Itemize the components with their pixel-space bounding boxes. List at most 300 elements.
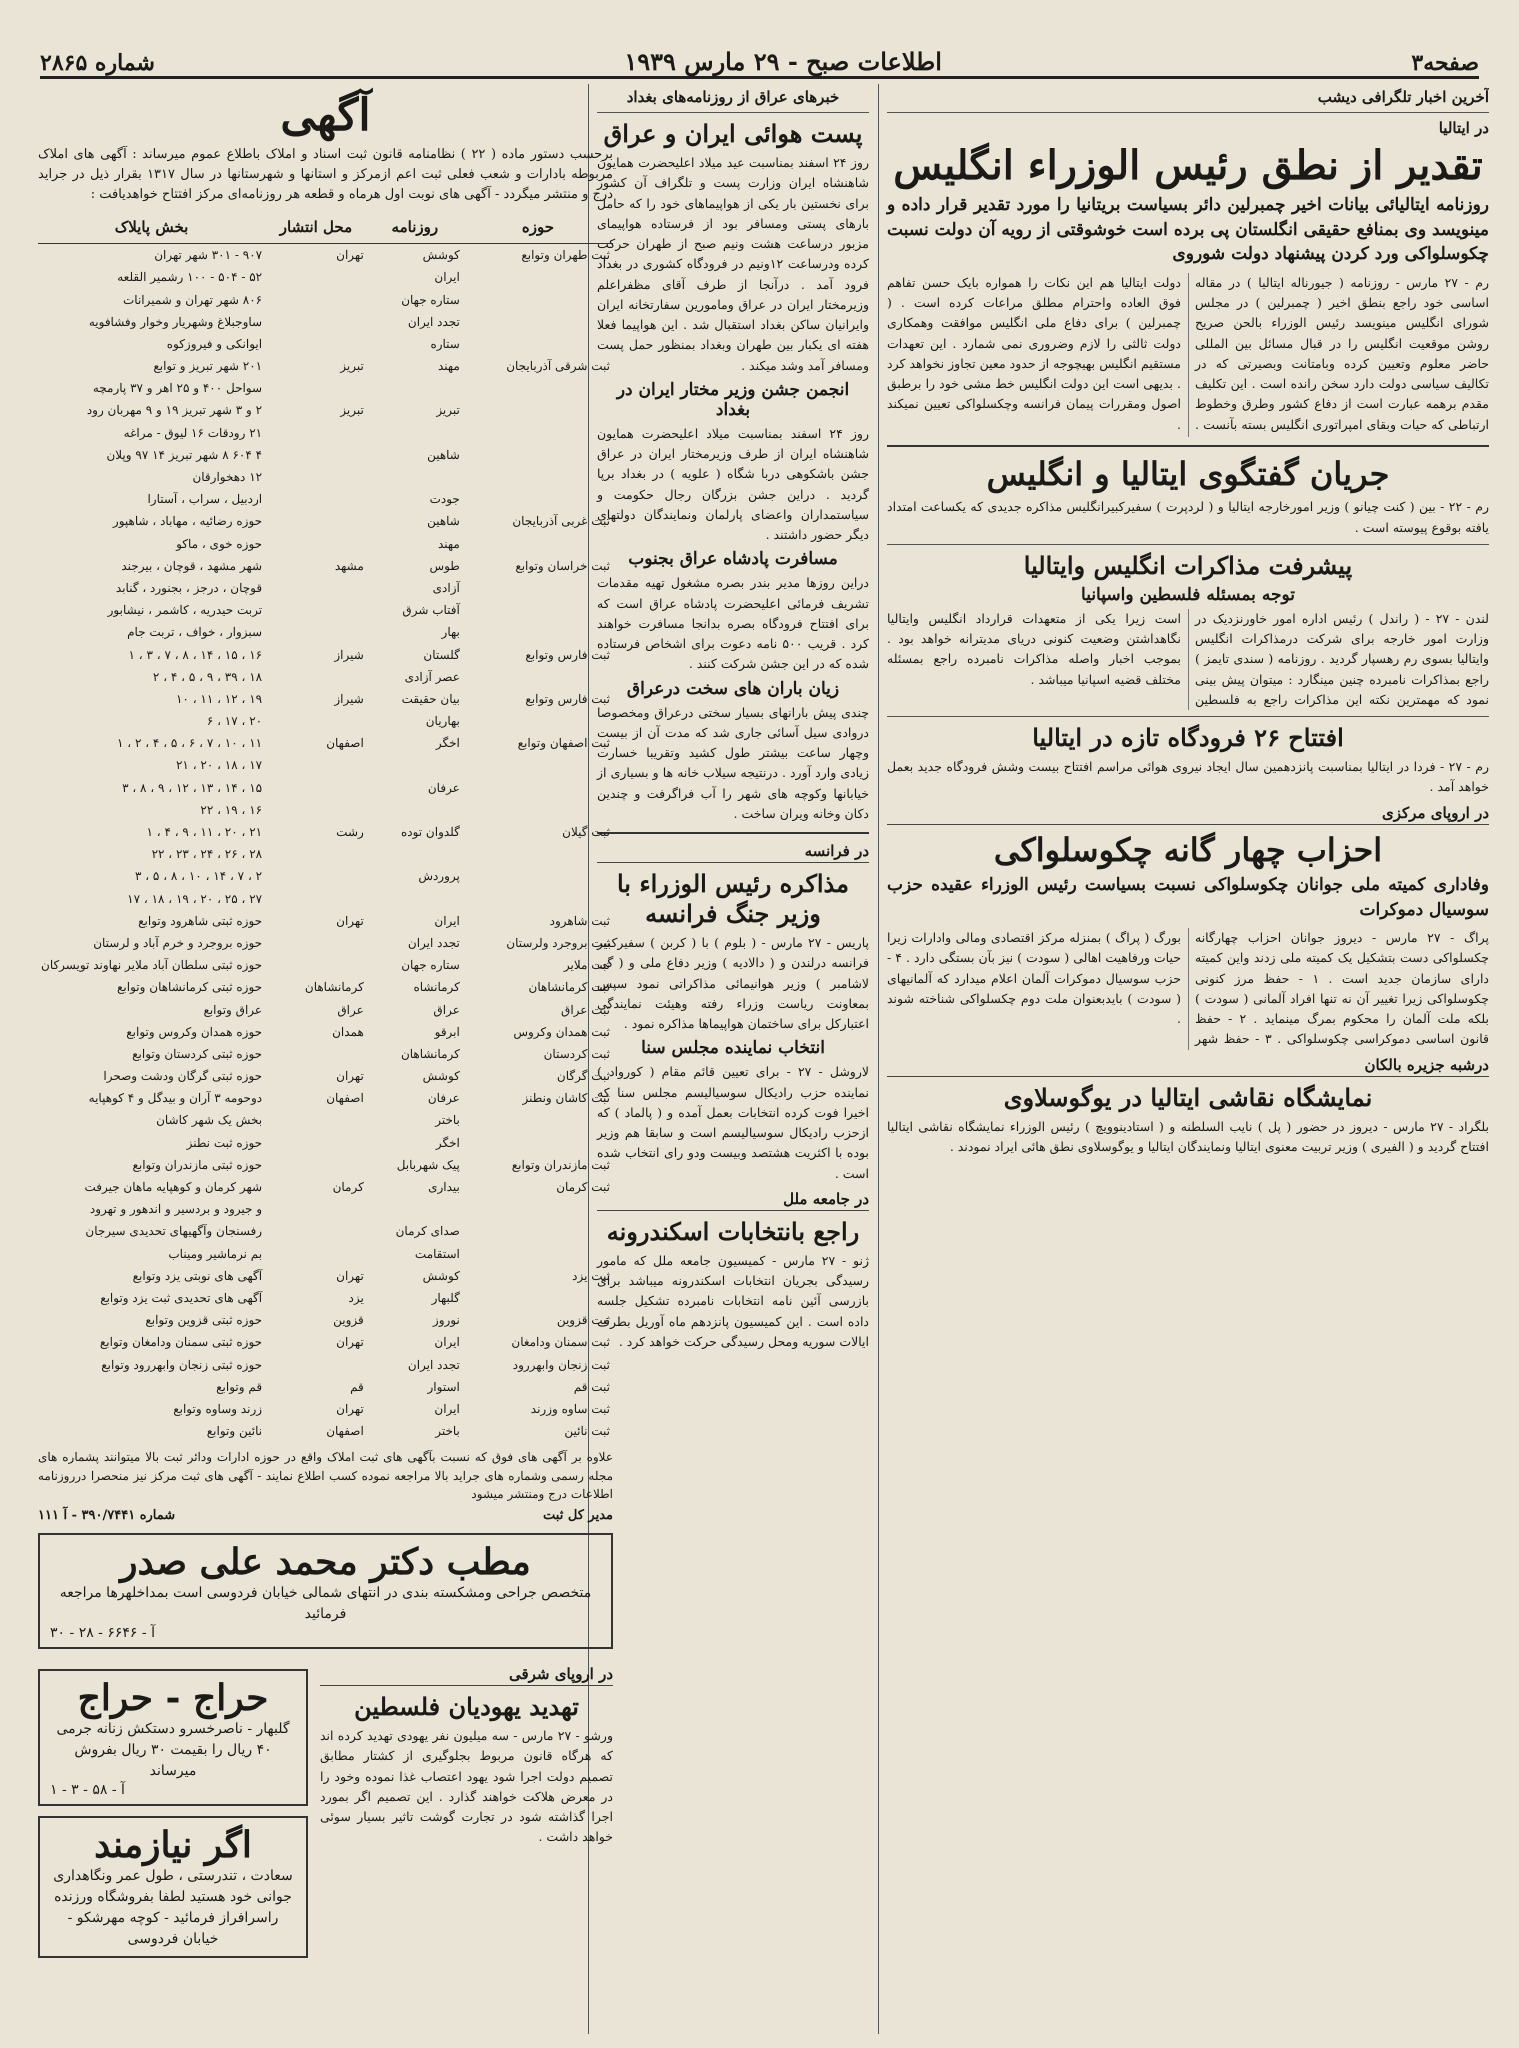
cell-section: ۱۶ ، ۱۵ ، ۱۴ ، ۸ ، ۷ ، ۳ ، ۱ (128, 647, 263, 662)
cell-section: حوزه ثبتی شاهرود وتوابع (138, 913, 263, 928)
cell-area: ثبت کرمان (556, 1180, 610, 1195)
cell-place (265, 954, 367, 976)
table-row (38, 1154, 613, 1176)
cell-place: همدان (332, 1024, 364, 1039)
registry-table-body (38, 244, 613, 1443)
cell-place: کرمان (332, 1180, 364, 1195)
cell-area (463, 311, 613, 333)
table-row (38, 333, 613, 355)
cell-section: ایوانکی و فیروزکوه (166, 336, 263, 351)
france-talks-body: پاریس - ۲۷ مارس - ( بلوم ) با ( کربن ) سفیرکبیر فرانسه درلندن و ( دالادیه ) وزیر دفاع ملی و ( گی لاشامبر ) وزیر هوانیمائی مذاکراتی نمود سپس بمعاونت ریاست وزراء رفته وهیئت نمایندگی اعتبارکل برای ساختمان هواپیماها مذاکره نمود . (597, 935, 869, 1031)
cell-area (463, 289, 613, 311)
table-row (38, 1043, 613, 1065)
table-row (38, 732, 613, 754)
table-row (38, 444, 613, 466)
main-headline: تقدیر از نطق رئیس الوزراء انگلیس (893, 142, 1483, 189)
cell-section: حوزه ثبتی زنجان وابهررود وتوابع (101, 1357, 263, 1372)
auction-ad-number: آ - ۵۸ - ۳ - ۱ (50, 1782, 125, 1799)
cell-area: ثبت طهران وتوابع (521, 248, 610, 263)
table-row (38, 976, 613, 998)
left-column (38, 84, 613, 2034)
cell-paper: مهند (437, 536, 460, 551)
cell-area (463, 466, 613, 488)
paper-date: اطلاعات صبح - ۲۹ مارس ۱۹۳۹ (624, 47, 942, 76)
cell-paper: پیک شهربابل (396, 1157, 460, 1172)
cell-section: حوزه ثبتی کرمانشاهان وتوابع (117, 980, 263, 995)
cell-section: ۵۲ - ۵۰۴ - ۱۰۰ رشمیر القلعه (117, 270, 263, 285)
small-ads (38, 1659, 308, 1968)
cell-paper (367, 843, 463, 865)
alexandretta-body: ژنو - ۲۷ مارس - کمیسیون جامعه ملل که مامور رسیدگی بجریان انتخابات اسکندرونه میباشد برای بازرسی آئین نامه انتخابات نامبرده تشکیل جلسه داده است . این کمیسیون پانزدهم ماه آوریل بطرف ایالات سوریه ومحل رسیدگی حرکت خواهد کرد . (597, 1252, 869, 1349)
alexandretta-headline: راجع بانتخابات اسکندرونه (606, 1216, 860, 1246)
cell-section: ۱۷ ، ۱۸ ، ۲۰ ، ۲۱ (175, 758, 263, 773)
cell-section: ۱۲ دهخوارقان (192, 470, 263, 485)
cell-section: اردبیل ، سراب ، آستارا (147, 492, 263, 507)
cell-area (463, 1132, 613, 1154)
cell-paper: اخگر (435, 736, 460, 751)
cell-section: ۱۹ ، ۱۲ ، ۱۱ ، ۱۰ (175, 691, 263, 706)
cell-place: رشت (336, 825, 364, 840)
cell-paper: مهند (437, 359, 460, 374)
table-row (38, 1220, 613, 1242)
italy-england-body: رم - ۲۲ - بین ( کنت چیانو ) وزیر امورخارجه ایتالیا و ( لردپرت ) سفیرکبیرانگلیس مذاکره جدیدی که یکساعت امتداد یافته بوقوع پیوسته است . (887, 499, 1489, 535)
cell-paper: عرفان (427, 780, 460, 795)
cell-section: حوزه ثبتی سلطان آباد ملایر نهاوند تویسرکان (41, 958, 263, 973)
cell-area: ثبت قم (573, 1379, 610, 1394)
cell-paper: ایران (434, 1401, 460, 1416)
italy-england-headline: جریان گفتگوی ایتالیا و انگلیس (986, 454, 1390, 493)
central-europe-tag: در اروپای مرکزی (887, 804, 1489, 825)
table-row (38, 1065, 613, 1087)
cell-area (463, 1220, 613, 1242)
cell-section: رفسنجان وآگهیهای تحدیدی سیرجان (85, 1224, 263, 1239)
table-row (38, 1287, 613, 1309)
cell-area: ثبت خراسان وتوابع (515, 558, 610, 573)
auction-ad-title: حراج - حراج (77, 1677, 269, 1720)
cell-section: بخش یک شهر کاشان (156, 1113, 263, 1128)
cell-area (463, 754, 613, 776)
cell-area (463, 577, 613, 599)
cell-area: ثبت نائین (564, 1424, 610, 1439)
cell-section: ۲۱ رودقات ۱۶ لیوق - مراغه (123, 425, 263, 440)
cell-area: ثبت گیلان (562, 825, 610, 840)
talks-progress-sub: توجه بمسئله فلسطین واسپانیا (1081, 584, 1295, 605)
doctor-ad (38, 1533, 613, 1649)
talks-progress-headline: پیشرفت مذاکرات انگلیس وایتالیا (1023, 550, 1353, 580)
cell-area: ثبت مازندران وتوابع (511, 1157, 610, 1172)
cell-area (463, 888, 613, 910)
cell-area (463, 444, 613, 466)
cell-section: سواحل ۴۰۰ و ۲۵ اهر و ۳۷ پارمچه (92, 381, 263, 396)
cell-paper: گلدوان توده (400, 825, 460, 840)
france-tag: در فرانسه (597, 842, 869, 863)
cell-place: قم (350, 1379, 364, 1394)
page-number: صفحه۳ (1411, 50, 1479, 76)
cell-paper: ایران (434, 270, 460, 285)
table-row (38, 1198, 613, 1220)
cell-place (265, 289, 367, 311)
cell-area: ثبت فارس وتوابع (525, 647, 610, 662)
cell-paper: تبریز (436, 403, 460, 418)
cell-section: شهر مشهد ، قوچان ، بیرجند (121, 558, 263, 573)
cell-area (463, 666, 613, 688)
cell-paper: ابرقو (434, 1024, 460, 1039)
table-row (38, 688, 613, 710)
cell-place (265, 754, 367, 776)
cell-place: کرمانشاهان (304, 980, 364, 995)
cell-place (265, 1132, 367, 1154)
cell-paper: صدای کرمان (395, 1224, 460, 1239)
table-row (38, 355, 613, 377)
table-row (38, 954, 613, 976)
cell-place (265, 621, 367, 643)
senate-election-headline: انتخاب نماینده مجلس سنا (641, 1038, 825, 1059)
palestine-jews-headline: تهدید یهودیان فلسطین (354, 1692, 579, 1722)
cell-section: و جیرود و بردسیر و اندهور و تهرود (89, 1202, 263, 1217)
cell-paper: تجدد ایران (407, 935, 460, 950)
senate-election-body: لاروشل - ۲۷ - برای تعیین قائم مقام ( کورواد ) نماینده حزب رادیکال سوسیالیسم مجلس سنا که اخیرا فوت کرده انتخابات بعمل آمده و ( پالماد ) که ازحزب رادیکال سوسیالیسم است و سابقا هم وزیر بوده با اکثریت هشتصد وبیست ودو رای انتخاب شده است . (597, 1064, 869, 1181)
cell-place: تهران (336, 1268, 364, 1283)
cell-place: تهران (336, 1401, 364, 1416)
cell-area (463, 333, 613, 355)
league-tag: در جامعه ملل (597, 1190, 869, 1211)
cell-place (265, 444, 367, 466)
col-header-paper: روزنامه (367, 213, 463, 243)
airports-headline: افتتاح ۲۶ فرودگاه تازه در ایتالیا (1032, 723, 1344, 753)
palestine-jews-body: ورشو - ۲۷ مارس - سه میلیون نفر یهودی تهدید کرده اند که هرگاه قانون مربوط بجلوگیری از کشتار مطابق تصمیم دولت اجرا شود یهود اعتصاب غذا نموده وخود را در معرض هلاکت خواهند گذارد . این تصمیم اگر بمورد اجرا گذاشته شود در تجارت گوشت تاثیر بسیار سوئی خواهد داشت . (320, 1728, 613, 1845)
table-row (38, 1420, 613, 1442)
cell-area: ثبت ملایر (563, 958, 610, 973)
cell-area (463, 599, 613, 621)
cell-paper: عرفان (427, 1091, 460, 1106)
table-row (38, 422, 613, 444)
cell-place: تهران (336, 1069, 364, 1084)
cell-paper: کوشش (422, 1268, 460, 1283)
cell-area: ثبت کرمانشاهان (528, 980, 610, 995)
cell-place: شیراز (334, 691, 364, 706)
cell-section: ۱۱ ، ۱۰ ، ۷ ، ۶ ، ۵ ، ۴ ، ۲ ، ۱ (116, 736, 263, 751)
cell-place (265, 843, 367, 865)
cell-place (265, 311, 367, 333)
cell-area: ثبت غربی آذربایجان (512, 514, 610, 529)
cell-paper: شاهین (427, 447, 460, 462)
cell-area: ثبت ساوه وزرند (530, 1401, 610, 1416)
table-row (38, 843, 613, 865)
cell-section: ۲ ، ۷ ، ۱۴ ، ۱۰ ، ۸ ، ۵ ، ۳ (134, 869, 263, 884)
cell-area: ثبت فارس وتوابع (525, 691, 610, 706)
cell-paper: گلبهار (431, 1290, 460, 1305)
main-deck: روزنامه ایتالیائی بیانات اخیر چمبرلین دائر بسیاست بریتانیا را مورد تقدیر قرار داده و مینویسد وی بمنافع حقیقی انگلستان پی برده است خوشوقتی از رویه آن دولت نسبت چکوسلواکی ورد کردن پیشنهاد دولت شوروی (887, 195, 1489, 265)
health-ad-title: اگر نیازمند (94, 1824, 252, 1867)
italy-tag: در ایتالیا (1438, 119, 1489, 137)
notice-signature (38, 1508, 613, 1523)
cell-place (265, 888, 367, 910)
cell-place (265, 865, 367, 887)
notice-intro: برحسب دستور ماده ( ۲۲ ) نظامنامه قانون ثبت اسناد و املاک باطلاع عموم میرساند : آگهی های املاک مربوطه بادارات و شعب فعلی ثبت اعم ازمرکز و استانها و شهرستانها در سال ۱۳۱۷ بقرار ذیل در جراید درج و منتشر میگردد - آگهی های نوبت اول هرماه و قطعه هر روزنامه‌ای مرکز افتتاح خواهدیافت : (38, 147, 613, 203)
cell-area: ثبت همدان وکروس (513, 1024, 610, 1039)
cell-paper: ایران (434, 1335, 460, 1350)
cell-place (265, 1243, 367, 1265)
cell-paper: باختر (435, 1424, 460, 1439)
col-header-area: حوزه (463, 213, 613, 243)
cell-paper: کوشش (422, 1069, 460, 1084)
cell-section: زرند وساوه وتوابع (173, 1401, 263, 1416)
table-row (38, 1398, 613, 1420)
cell-place (265, 710, 367, 732)
cell-section: قم وتوابع (216, 1379, 263, 1394)
cell-area (463, 843, 613, 865)
cell-area: ثبت سمنان ودامغان (511, 1335, 610, 1350)
cell-place: اصفهان (326, 1424, 364, 1439)
cell-area (463, 1243, 613, 1265)
exhibition-body: بلگراد - ۲۷ مارس - دیروز در حضور ( پل ) نایب السلطنه و ( استادینوویچ ) رئیس الوزراء نمایشگاه نقاشی ایتالیا افتتاح گردید و ( الفیری ) وزیر تربیت معنوی ایتالیا ونمایندگان ایتالیا و یوگوسلاوی نطق هائی ایراد نمودند . (887, 1118, 1489, 1154)
cell-paper: بیداری (428, 1180, 460, 1195)
table-row (38, 577, 613, 599)
cell-section: آگهی های نوبتی یزد وتوابع (132, 1268, 263, 1283)
cell-paper: نوروز (432, 1313, 460, 1328)
bottom-left-area (38, 1659, 613, 1968)
cell-section: ۱۶ ، ۱۹ ، ۲۲ (200, 802, 263, 817)
cell-paper: پروردش (418, 869, 460, 884)
cell-paper (367, 466, 463, 488)
cell-section: ۹۰۷ - ۳۰۱ شهر تهران (154, 248, 263, 263)
health-ad (38, 1816, 308, 1958)
cell-area (463, 799, 613, 821)
issue-number: شماره ۲۸۶۵ (40, 50, 155, 76)
table-header-row (38, 213, 613, 243)
cell-area (463, 865, 613, 887)
cell-area (463, 621, 613, 643)
cell-place: اصفهان (326, 1091, 364, 1106)
cell-paper: باختر (435, 1113, 460, 1128)
table-row (38, 266, 613, 288)
cell-place: تهران (336, 1335, 364, 1350)
col-header-place: محل انتشار (265, 213, 367, 243)
cell-section: ۲ و ۳ شهر تبریز ۱۹ و ۹ مهربان رود (86, 403, 263, 418)
czech-parties-headline: احزاب چهار گانه چکوسلواکی (993, 830, 1383, 869)
king-trip-headline: مسافرت پادشاه عراق بجنوب (628, 549, 838, 570)
cell-section: تربت حیدریه ، کاشمر ، نیشابور (107, 603, 263, 618)
doctor-ad-text: متخصص جراحی ومشکسته بندی در انتهای شمالی خیابان فردوسی است بمداخلهرها مراجعه فرمائید (59, 1585, 592, 1623)
table-row (38, 244, 613, 267)
east-europe-section (320, 1659, 613, 1968)
table-row (38, 1265, 613, 1287)
cell-section: حوزه ثبتی قزوین وتوابع (145, 1313, 263, 1328)
cell-paper: عراق (433, 1002, 460, 1017)
cell-section: حوزه ثبتی کردستان وتوابع (132, 1046, 263, 1061)
auction-ad-text: گلبهار - ناصرخسرو دستکش زنانه جرمی ۴۰ ریال را بقیمت ۳۰ ریال بفروش میرساند (56, 1721, 290, 1780)
rain-damage-headline: زیان باران های سخت درعراق (626, 678, 840, 699)
cell-paper: ستاره جهان (401, 292, 460, 307)
cell-place: تبریز (340, 359, 364, 374)
cell-area (463, 777, 613, 799)
cell-area (463, 1198, 613, 1220)
table-row (38, 1243, 613, 1265)
table-row (38, 289, 613, 311)
cell-place: تهران (336, 248, 364, 263)
cell-paper: گلستان (423, 647, 460, 662)
cell-paper: طوس (429, 558, 460, 573)
cell-paper: ستاره جهان (401, 958, 460, 973)
exhibition-headline: نمایشگاه نقاشی ایتالیا در یوگوسلاوی (1003, 1082, 1373, 1112)
cell-section: بم نرماشیر ومیناب (168, 1246, 263, 1261)
cell-place (265, 1198, 367, 1220)
cell-paper (367, 377, 463, 399)
cell-area (463, 1109, 613, 1131)
table-row (38, 999, 613, 1021)
cell-paper: تجدد ایران (407, 314, 460, 329)
table-row (38, 777, 613, 799)
celebration-body: روز ۲۴ اسفند بمناسبت میلاد اعلیحضرت همایون شاهنشاه ایران از طرف وزیرمختار ایران در عراق جشن باشکوهی دربا شگاه ( علویه ) در بغداد برپا گردید . دراین جشن بزرگان رجال حکومت و سیاستمداران واعضای پارلمان ونمایندگان دولتهای دیگر حضور داشتند . (597, 425, 869, 542)
telegraph-kicker: آخرین اخبار تلگرافی دیشب (1317, 88, 1489, 106)
cell-place (265, 666, 367, 688)
auction-ad (38, 1669, 308, 1806)
east-europe-tag: در اروپای شرقی (320, 1665, 613, 1686)
cell-place (265, 333, 367, 355)
cell-place (265, 377, 367, 399)
cell-paper: کرمانشاهان (400, 1046, 460, 1061)
cell-paper (367, 1198, 463, 1220)
cell-section: دوحومه ۳ آران و بیدگل و ۴ کوهپایه (88, 1091, 263, 1106)
cell-place (265, 577, 367, 599)
cell-paper: ایران (434, 913, 460, 928)
table-row (38, 399, 613, 421)
cell-place (265, 799, 367, 821)
cell-paper: شاهین (427, 514, 460, 529)
table-row (38, 599, 613, 621)
cell-section: شهر کرمان و کوهپایه ماهان جیرفت (84, 1180, 263, 1195)
cell-paper: آزادی (432, 580, 460, 595)
health-ad-text: سعادت ، تندرستی ، طول عمر ونگاهداری جوانی خود هستید لطفا بفروشگاه ورزنده راسرافراز فرمائید - کوچه مهرشکو - خیابان فردوسی (53, 1868, 293, 1948)
cell-area: ثبت اصفهان وتوابع (517, 736, 610, 751)
cell-section: نائین وتوابع (206, 1424, 263, 1439)
cell-place (265, 777, 367, 799)
cell-area: ثبت یزد (572, 1268, 610, 1283)
balkan-tag: درشبه جزیره بالکان (887, 1056, 1489, 1077)
table-row (38, 533, 613, 555)
cell-area (463, 266, 613, 288)
airmail-body: روز ۲۴ اسفند بمناسبت عید میلاد اعلیحضرت همایون شاهنشاه ایران وزارت پست و تلگراف آن کشور برای نخستین بار یکی از هواپیماهای خود را که حامل بارهای پستی ومسافر بود از فرستاده هواپیمای مزبور درساعت هشت ونیم صبح از طهران حرکت کرده ودرساعت ۱۲ونیم در فرودگاه کشوری در بغداد فرود آمد . درآنجا از طرف آقای مظفراعلم وزیرمختار ایران در عراق ومامورین سفارتخانه ایران وایرانیان ساکن بغداد استقبال شد . این هواپیما فعلا هفته ای یکبار بین طهران وبغداد بمنظور حمل پست ومسافر آمد وشد میکند . (597, 155, 869, 373)
cell-paper: استوار (427, 1379, 460, 1394)
cell-area: ثبت شاهرود (549, 913, 610, 928)
table-row (38, 1176, 613, 1198)
main-article-body: رم - ۲۷ مارس - روزنامه ( جیورناله ایتالیا ) در مقاله اساسی خود راجع بنطق اخیر ( چمبرلین ) در مجلس شورای انگلیس مینویسد رئیس الوزراء بالحن صریح روشن موقعیت انگلیس را در قبال مسائل بین المللی حاضر معلوم وتعیین کرده وبامتانت وبصیرتی که در تکالیف سیاسی دولت دارد سخن رانده است . این تکلیف مقدم برهمه عبارت است از دفاع کشور وطرق وخطوط ارتباطی که حیات وبقای امپراتوری انگلیس بسته بآنست . دولت ایتالیا هم این نکات را همواره بایک حسن تفاهم فوق العاده واحترام مطلق مراعات کرده است . ( چمبرلین ) برای دفاع ملی انگلیس موافقت وهمکاری دولت ثالثی را لازم وضروری نمی شمارد . این تعهدات مستقیم انگلیس بهیچوجه از حدود معین تجاوز نخواهد کرد . بدیهی است این دولت انگلیس خط مشی خود را برطبق اصول ومقررات پیمان فرانسه وچکسلواکی تعیین نمیکند . (887, 274, 1489, 432)
cell-paper: کرمانشاه (413, 980, 460, 995)
cell-section: سبزوار ، خواف ، تربت جام (127, 625, 263, 640)
czech-parties-body: پراگ - ۲۷ مارس - دیروز جوانان احزاب چهارگانه چکسلواکی دست بتشکیل یک کمیته ملی زدند واین کمیته دارای سازمان جدید است . ۱ - حفظ مرز کنونی چکوسلواکی زیرا تغییر آن نه تنها افراد آلمانی ( سودت ) بلکه ملت آلمان را محکوم بمرگ مینماید . ۲ - حفظ قانون اساسی دموکراسی چکوسلواکی . ۳ - حفظ شهر بورگ ( پراگ ) بمنزله مرکز اقتصادی ومالی وادارات زیرا حیات ورفاهیت اهالی ( سودت ) نیز بآن بستگی دارد . ۴ - حزب سوسیال دموکرات آلمان اعلام میدارد که آلمانیهای ( سودت ) بایدبعنوان ملت دوم چکسلواکی شناخته شوند . (887, 930, 1489, 1047)
cell-section: ساوجبلاغ وشهریار وخوار وفشافویه (88, 314, 263, 329)
cell-place: تهران (336, 913, 364, 928)
cell-paper: بیان حقیقت (401, 691, 460, 706)
cell-section: ۱۵ ، ۱۴ ، ۱۳ ، ۱۲ ، ۹ ، ۸ ، ۳ (122, 780, 263, 795)
table-row (38, 311, 613, 333)
table-row (38, 821, 613, 843)
table-row (38, 488, 613, 510)
cell-place (265, 1154, 367, 1176)
cell-section: عراق وتوابع (203, 1002, 263, 1017)
cell-paper (367, 888, 463, 910)
cell-area: ثبت قزوین (556, 1313, 610, 1328)
table-row (38, 621, 613, 643)
cell-area: ثبت گرگان (556, 1069, 610, 1084)
cell-area: ثبت بروجرد ولرستان (506, 935, 610, 950)
table-row (38, 555, 613, 577)
cell-section: حوزه رضائیه ، مهاباد ، شاهپور (112, 514, 263, 529)
table-row (38, 910, 613, 932)
table-row (38, 1309, 613, 1331)
cell-section: ۲۰۱ شهر تبریز و توابع (153, 359, 263, 374)
cell-place (265, 1354, 367, 1376)
cell-place: یزد (348, 1290, 364, 1305)
table-row (38, 666, 613, 688)
cell-paper: عصر آزادی (404, 669, 460, 684)
notice-signer: مدیر کل ثبت (543, 1508, 613, 1524)
notice-number: شماره ۳۹۰/۷۴۴۱ - آ ۱۱۱ (38, 1508, 176, 1524)
czech-parties-deck: وفاداری کمیته ملی جوانان چکوسلواکی نسبت بسیاست رئیس الوزراء عقیده حزب سوسیال دموکرات (887, 874, 1489, 920)
airmail-headline: پست هوائی ایران و عراق (603, 119, 863, 148)
cell-place (265, 422, 367, 444)
cell-section: قوچان ، درجز ، بجنورد ، گنابد (115, 580, 263, 595)
celebration-headline: انجمن جشن وزیر مختار ایران در بغداد (616, 379, 850, 420)
table-row (38, 1021, 613, 1043)
cell-paper: جودت (429, 492, 460, 507)
notice-footer: علاوه بر آگهی های فوق که نسبت بآگهی های ثبت املاک واقع در حوزه ادارات ودائر ثبت بالا میتوانند پشماره های مجله رسمی وشماره های جراید بالا مراجعه نموده کسب اطلاع نمایند - آگهی های ثبت مرکز نیز منحصرا درروزنامه اطلاعات درج ومنتشر میشود (38, 1450, 613, 1502)
cell-section: ۸۰۶ شهر تهران و شمیرانات (122, 292, 263, 307)
table-row (38, 1087, 613, 1109)
rain-damage-body: چندی پیش بارانهای بسیار سختی درعراق ومخصوصا دروادی سیل آسائی جاری شد که مدت آن از بیست وچهار ساعت بیشتر طول کشید وتقریبا خسارت زیادی وارد آورد . درنتیجه سیلاب خانه ها و بسیاری از خیابانها وکوچه های شهر را آب فراگرفت و چندین دکان وخانه ویران ساخت . (597, 704, 869, 821)
cell-place: شیراز (334, 647, 364, 662)
table-row (38, 466, 613, 488)
cell-section: حوزه بروجرد و خرم آباد و لرستان (93, 935, 263, 950)
king-trip-body: دراین روزها مدیر بندر بصره مشغول تهیه مقدمات تشریف فرمائی اعلیحضرت پادشاه عراق است که برای افتتاح فرودگاه بصره بدانجا مسافرت خواهند کرد . قریب ۵۰۰ نامه دعوت برای اشخاص فرستاده شده که در این جشن شرکت کنند . (597, 575, 869, 672)
cell-section: حوزه ثبت نطنز (186, 1135, 263, 1150)
cell-place (265, 1043, 367, 1065)
notice-title: آگهی (280, 90, 371, 141)
cell-paper: استقامت (414, 1246, 460, 1261)
cell-paper: اخگر (435, 1135, 460, 1150)
cell-place (265, 599, 367, 621)
cell-place: قزوین (333, 1313, 364, 1328)
table-row (38, 754, 613, 776)
cell-paper: بهاریان (425, 714, 460, 729)
cell-area: ثبت کردستان (543, 1046, 610, 1061)
right-column (878, 84, 1489, 2034)
cell-paper: تجدد ایران (407, 1357, 460, 1372)
masthead (40, 42, 1479, 79)
cell-place (265, 932, 367, 954)
talks-progress-body: لندن - ۲۷ - ( راندل ) رئیس اداره امور خاورنزدیک در وزارت امور خارجه برای شرکت درمذاکرات انگلیس وایتالیا بسوی رم رهسپار گردید . روزنامه ( سندی تایمز ) راجع بمذاکرات نامبرده چنین مینگارد : میتوان پیش بینی نمود که مهمترین نکته این مذاکرات راجع به فلسطین است زیرا یکی از متعهدات قرارداد انگلیس وایتالیا نگاهداشتن وضعیت کنونی دریای مدیترانه خواهد بود . بموجب اخبار واصله مذاکرات نامبرده راجع بمسئله مختلف قضیه اسپانیا میباشد . (887, 610, 1489, 707)
table-row (38, 1132, 613, 1154)
table-row (38, 510, 613, 532)
cell-area: ثبت شرقی آذربایجان (506, 359, 610, 374)
cell-section: حوزه ثبتی مازندران وتوابع (132, 1157, 263, 1172)
table-row (38, 1376, 613, 1398)
table-row (38, 1109, 613, 1131)
cell-paper (367, 422, 463, 444)
cell-section: آگهی های تحدیدی ثبت یزد وتوابع (100, 1290, 263, 1305)
cell-paper: ستاره (430, 336, 460, 351)
cell-place (265, 510, 367, 532)
cell-place: اصفهان (326, 736, 364, 751)
cell-section: حوزه همدان وکروس وتوابع (126, 1024, 263, 1039)
cell-place (265, 1220, 367, 1242)
cell-area (463, 399, 613, 421)
france-talks-headline: مذاکره رئیس الوزراء با وزیر جنگ فرانسه (616, 869, 850, 928)
cell-paper: آفتاب شرق (402, 603, 460, 618)
cell-section: ۲۷ ، ۲۵ ، ۲۰ ، ۱۹ ، ۱۸ ، ۱۷ (127, 891, 263, 906)
table-row (38, 1354, 613, 1376)
cell-paper: بهار (441, 625, 460, 640)
